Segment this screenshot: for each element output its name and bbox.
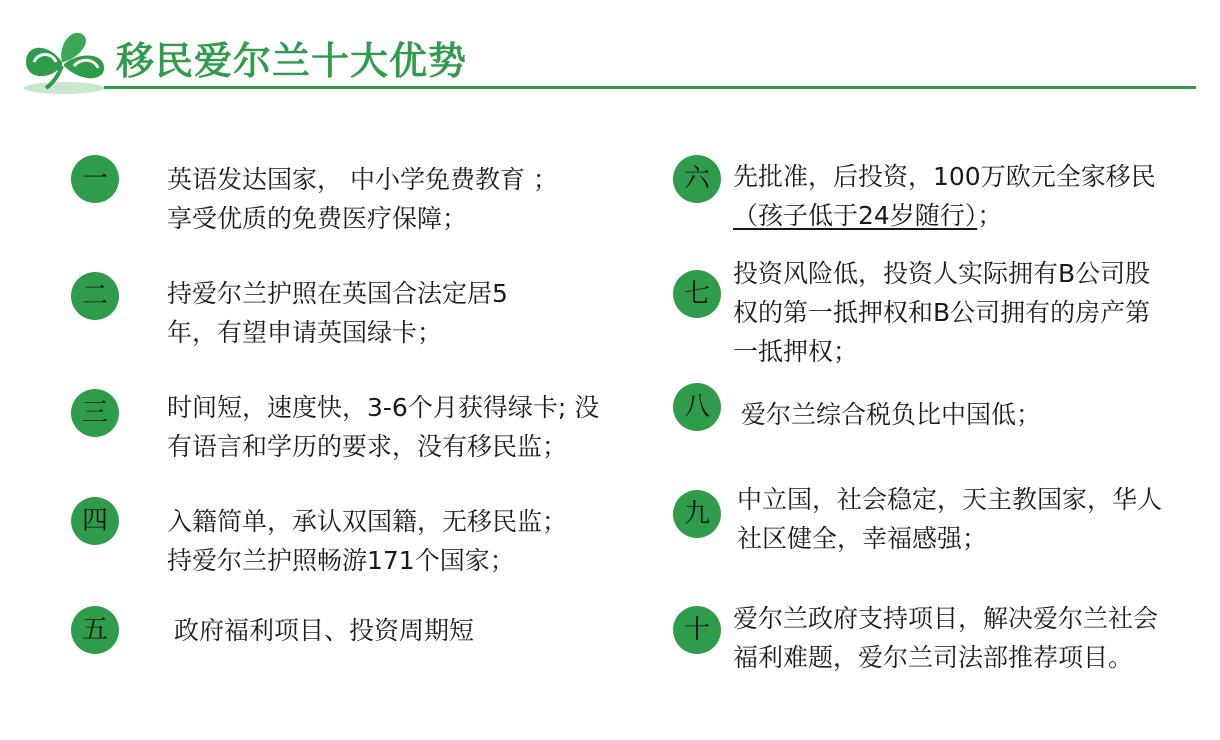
advantage-text: 爱尔兰综合税负比中国低； <box>741 400 1042 429</box>
number-badge: 七 <box>673 270 721 318</box>
advantage-text: 中立国，社会稳定，天主教国家，华人 社区健全，幸福感强； <box>737 485 1163 553</box>
title-divider <box>104 86 1196 89</box>
number-badge: 三 <box>71 389 119 437</box>
number-badge: 四 <box>71 497 119 545</box>
shamrock-logo-icon <box>18 22 110 96</box>
advantage-text: 先批准，后投资，100万欧元全家移民 （孩子低于24岁随行）； <box>733 162 1156 230</box>
number-badge: 十 <box>673 606 721 654</box>
advantage-text: 时间短，速度快，3-6个月获得绿卡; 没 有语言和学历的要求，没有移民监； <box>167 393 600 461</box>
advantage-text: 投资风险低，投资人实际拥有B公司股 权的第一抵押权和B公司拥有的房产第 一抵押权； <box>733 259 1151 366</box>
page-title: 移民爱尔兰十大优势 <box>116 39 468 83</box>
advantage-text: 英语发达国家， 中小学免费教育 ； 享受优质的免费医疗保障； <box>167 165 558 233</box>
number-badge: 九 <box>673 490 721 538</box>
number-badge: 一 <box>71 155 119 203</box>
advantage-text: 入籍简单，承认双国籍，无移民监； 持爱尔兰护照畅游171个国家； <box>167 507 568 575</box>
number-badge: 六 <box>673 155 721 203</box>
advantage-text: 爱尔兰政府支持项目，解决爱尔兰社会 福利难题，爱尔兰司法部推荐项目。 <box>733 604 1159 672</box>
number-badge: 八 <box>673 383 721 431</box>
number-badge: 五 <box>71 606 119 654</box>
number-badge: 二 <box>71 272 119 320</box>
advantage-text: 政府福利项目、投资周期短 <box>174 616 475 645</box>
advantage-text: 持爱尔兰护照在英国合法定居5 年，有望申请英国绿卡； <box>167 279 508 347</box>
